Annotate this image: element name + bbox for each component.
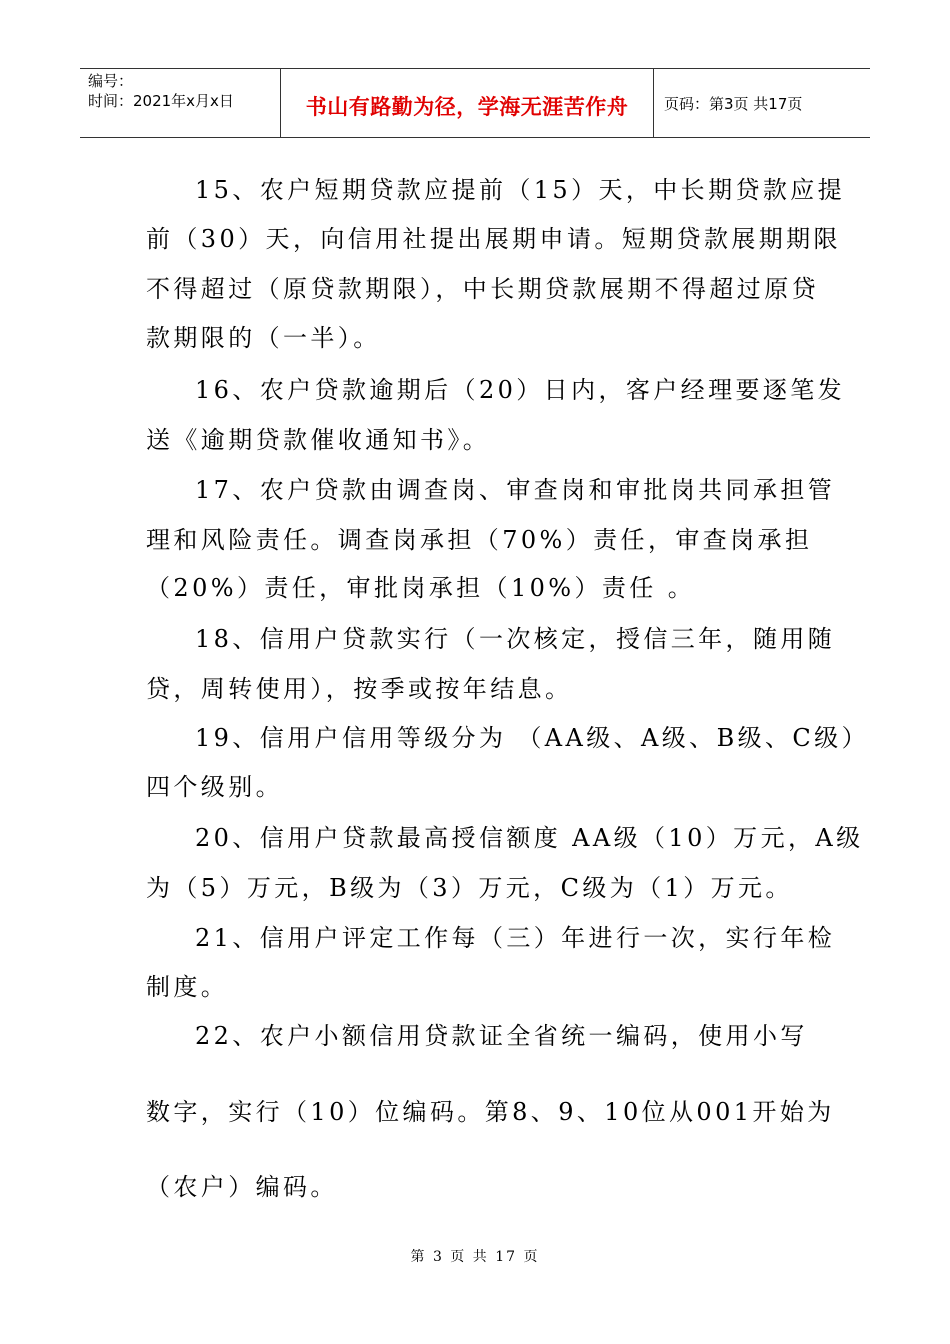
text-line: 送《逾期贷款催收通知书》。 (146, 426, 491, 454)
header-right-cell (654, 69, 870, 137)
text-line: 15、农户短期贷款应提前（15）天，中长期贷款应提 (195, 176, 846, 204)
number-label: 编号： (88, 72, 134, 90)
header-table (80, 68, 870, 138)
header-mid-cell (281, 69, 654, 137)
motto: 书山有路勤为径，学海无涯苦作舟 (305, 95, 629, 119)
page-info: 页码：第3页 共17页 (664, 95, 803, 113)
text-line: （农户）编码。 (146, 1173, 338, 1201)
text-line: 为（5）万元，B级为（3）万元，C级为（1）万元。 (146, 874, 793, 902)
text-line: 19、信用户信用等级分为 （AA级、A级、B级、C级） (195, 724, 869, 752)
text-line: 17、农户贷款由调查岗、审查岗和审批岗共同承担管 (195, 476, 836, 504)
text-line: 不得超过（原贷款期限），中长期贷款展期不得超过原贷 (146, 275, 819, 303)
text-line: 20、信用户贷款最高授信额度 AA级（10）万元，A级 (195, 824, 864, 852)
text-line: 前（30）天，向信用社提出展期申请。短期贷款展期期限 (146, 225, 841, 253)
text-line: 16、农户贷款逾期后（20）日内，客户经理要逐笔发 (195, 376, 846, 404)
text-line: 21、信用户评定工作每（三）年进行一次，实行年检 (195, 924, 836, 952)
text-line: 贷，周转使用），按季或按年结息。 (146, 675, 573, 703)
time-label: 时间：2021年x月x日 (88, 92, 234, 110)
text-line: 理和风险责任。调查岗承担（70%）责任，审查岗承担 (146, 526, 813, 554)
text-line: 18、信用户贷款实行（一次核定，授信三年，随用随 (195, 625, 836, 653)
text-line: 制度。 (146, 973, 229, 1001)
header-left-cell (80, 69, 281, 137)
text-line: （20%）责任，审批岗承担（10%）责任 。 (146, 574, 696, 602)
text-line: 四个级别。 (146, 773, 283, 801)
text-line: 数字，实行（10）位编码。第8、9、10位从001开始为 (146, 1098, 835, 1126)
text-line: 22、农户小额信用贷款证全省统一编码，使用小写 (195, 1022, 808, 1050)
text-line: 款期限的（一半）。 (146, 324, 381, 352)
page-footer: 第 3 页 共 17 页 (410, 1249, 540, 1265)
